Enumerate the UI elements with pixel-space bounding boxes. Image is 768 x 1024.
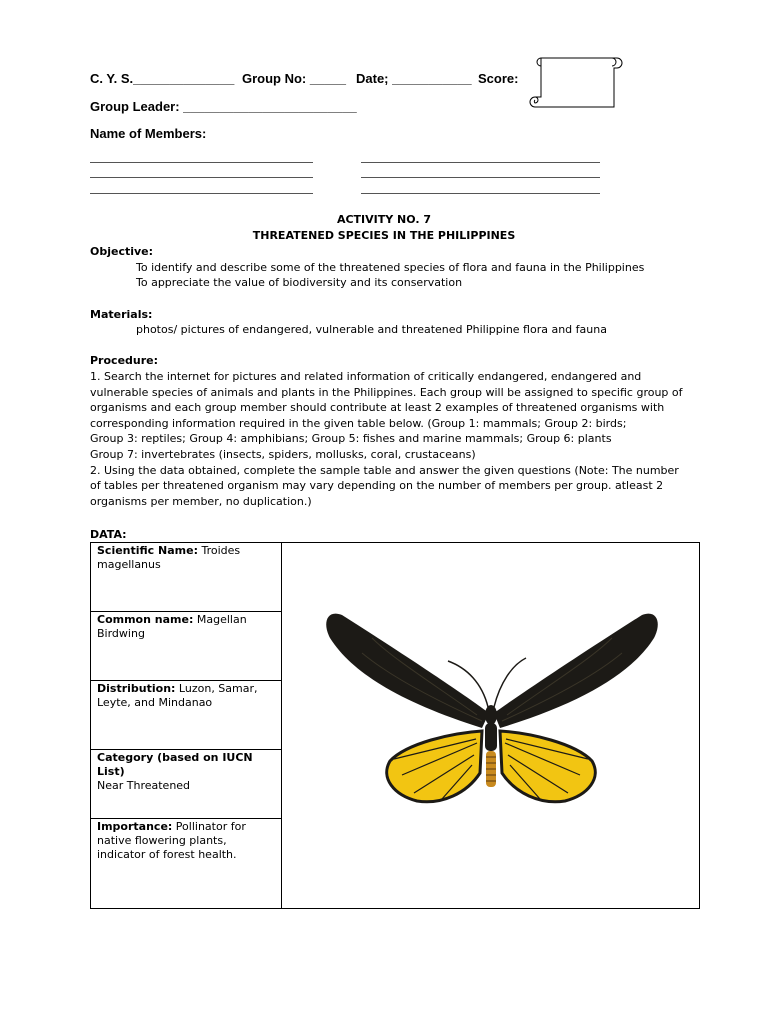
row-label: Importance:	[97, 820, 173, 833]
procedure-line: Group 3: reptiles; Group 4: amphibians; Group 5: fishes and marine mammals; Group 6: plants	[90, 432, 612, 446]
member-line	[361, 193, 600, 194]
row-value: Leyte, and Mindanao	[97, 696, 213, 709]
row-label: Common name:	[97, 613, 194, 626]
distribution-cell	[91, 681, 282, 750]
member-line	[361, 162, 600, 163]
row-value: Birdwing	[97, 627, 145, 640]
member-line	[90, 177, 313, 178]
cys-field-label: C. Y. S.______________	[90, 71, 235, 86]
data-heading: DATA:	[90, 528, 127, 541]
butterfly-photo-icon	[282, 543, 699, 899]
member-line	[90, 193, 313, 194]
procedure-line: corresponding information required in the given table below. (Group 1: mammals; Group 2: birds;	[90, 416, 627, 430]
objective-item: To identify and describe some of the threatened species of flora and fauna in the Philippines	[136, 261, 645, 274]
materials-text: photos/ pictures of endangered, vulnerable and threatened Philippine flora and fauna	[136, 323, 607, 336]
row-value: indicator of forest health.	[97, 848, 237, 861]
objective-item: To appreciate the value of biodiversity and its conservation	[136, 276, 463, 289]
materials-heading: Materials:	[90, 308, 153, 321]
scientific-name-cell	[91, 543, 282, 612]
row-label: Category (based on IUCN List)	[97, 751, 253, 778]
score-field-label: Score:	[478, 71, 519, 86]
members-label: Name of Members:	[90, 126, 207, 141]
member-line	[90, 162, 313, 163]
row-value: Luzon, Samar,	[175, 682, 258, 695]
procedure-line: Group 7: invertebrates (insects, spiders, mollusks, coral, crustaceans)	[90, 447, 476, 461]
species-data-table	[90, 542, 700, 909]
member-line	[361, 177, 600, 178]
procedure-text	[90, 369, 710, 509]
row-value: magellanus	[97, 558, 161, 571]
row-value: Near Threatened	[97, 779, 191, 792]
procedure-line: vulnerable species of animals and plants in the Philippines. Each group will be assigned to specific group of	[90, 385, 683, 399]
objective-heading: Objective:	[90, 245, 154, 258]
procedure-heading: Procedure:	[90, 354, 159, 367]
row-label: Distribution:	[97, 682, 176, 695]
group-leader-field-label: Group Leader: ________________________	[90, 99, 357, 114]
date-field-label: Date; ___________	[356, 71, 472, 86]
species-photo-cell	[282, 543, 700, 909]
common-name-cell	[91, 612, 282, 681]
row-value: Pollinator for	[172, 820, 246, 833]
procedure-line: organisms and each group member should contribute at least 2 examples of threatened organisms with	[90, 401, 665, 415]
procedure-line: organisms per member, no duplication.)	[90, 494, 312, 508]
activity-number: ACTIVITY NO. 7	[336, 213, 432, 226]
activity-title: THREATENED SPECIES IN THE PHILIPPINES	[252, 229, 516, 242]
score-scroll-icon	[527, 55, 625, 111]
row-value: native flowering plants,	[97, 834, 227, 847]
group-no-field-label: Group No: _____	[242, 71, 347, 86]
row-label: Scientific Name:	[97, 544, 198, 557]
procedure-line: 1. Search the internet for pictures and related information of critically endangered, endangered and	[90, 370, 642, 383]
category-cell	[91, 750, 282, 819]
row-value: Troides	[198, 544, 241, 557]
procedure-line: of tables per threatened organism may vary depending on the number of members per group. atleast 2	[90, 479, 664, 493]
importance-cell	[91, 819, 282, 909]
row-value: Magellan	[193, 613, 247, 626]
procedure-line: 2. Using the data obtained, complete the sample table and answer the given questions (Note: The number	[90, 463, 679, 477]
